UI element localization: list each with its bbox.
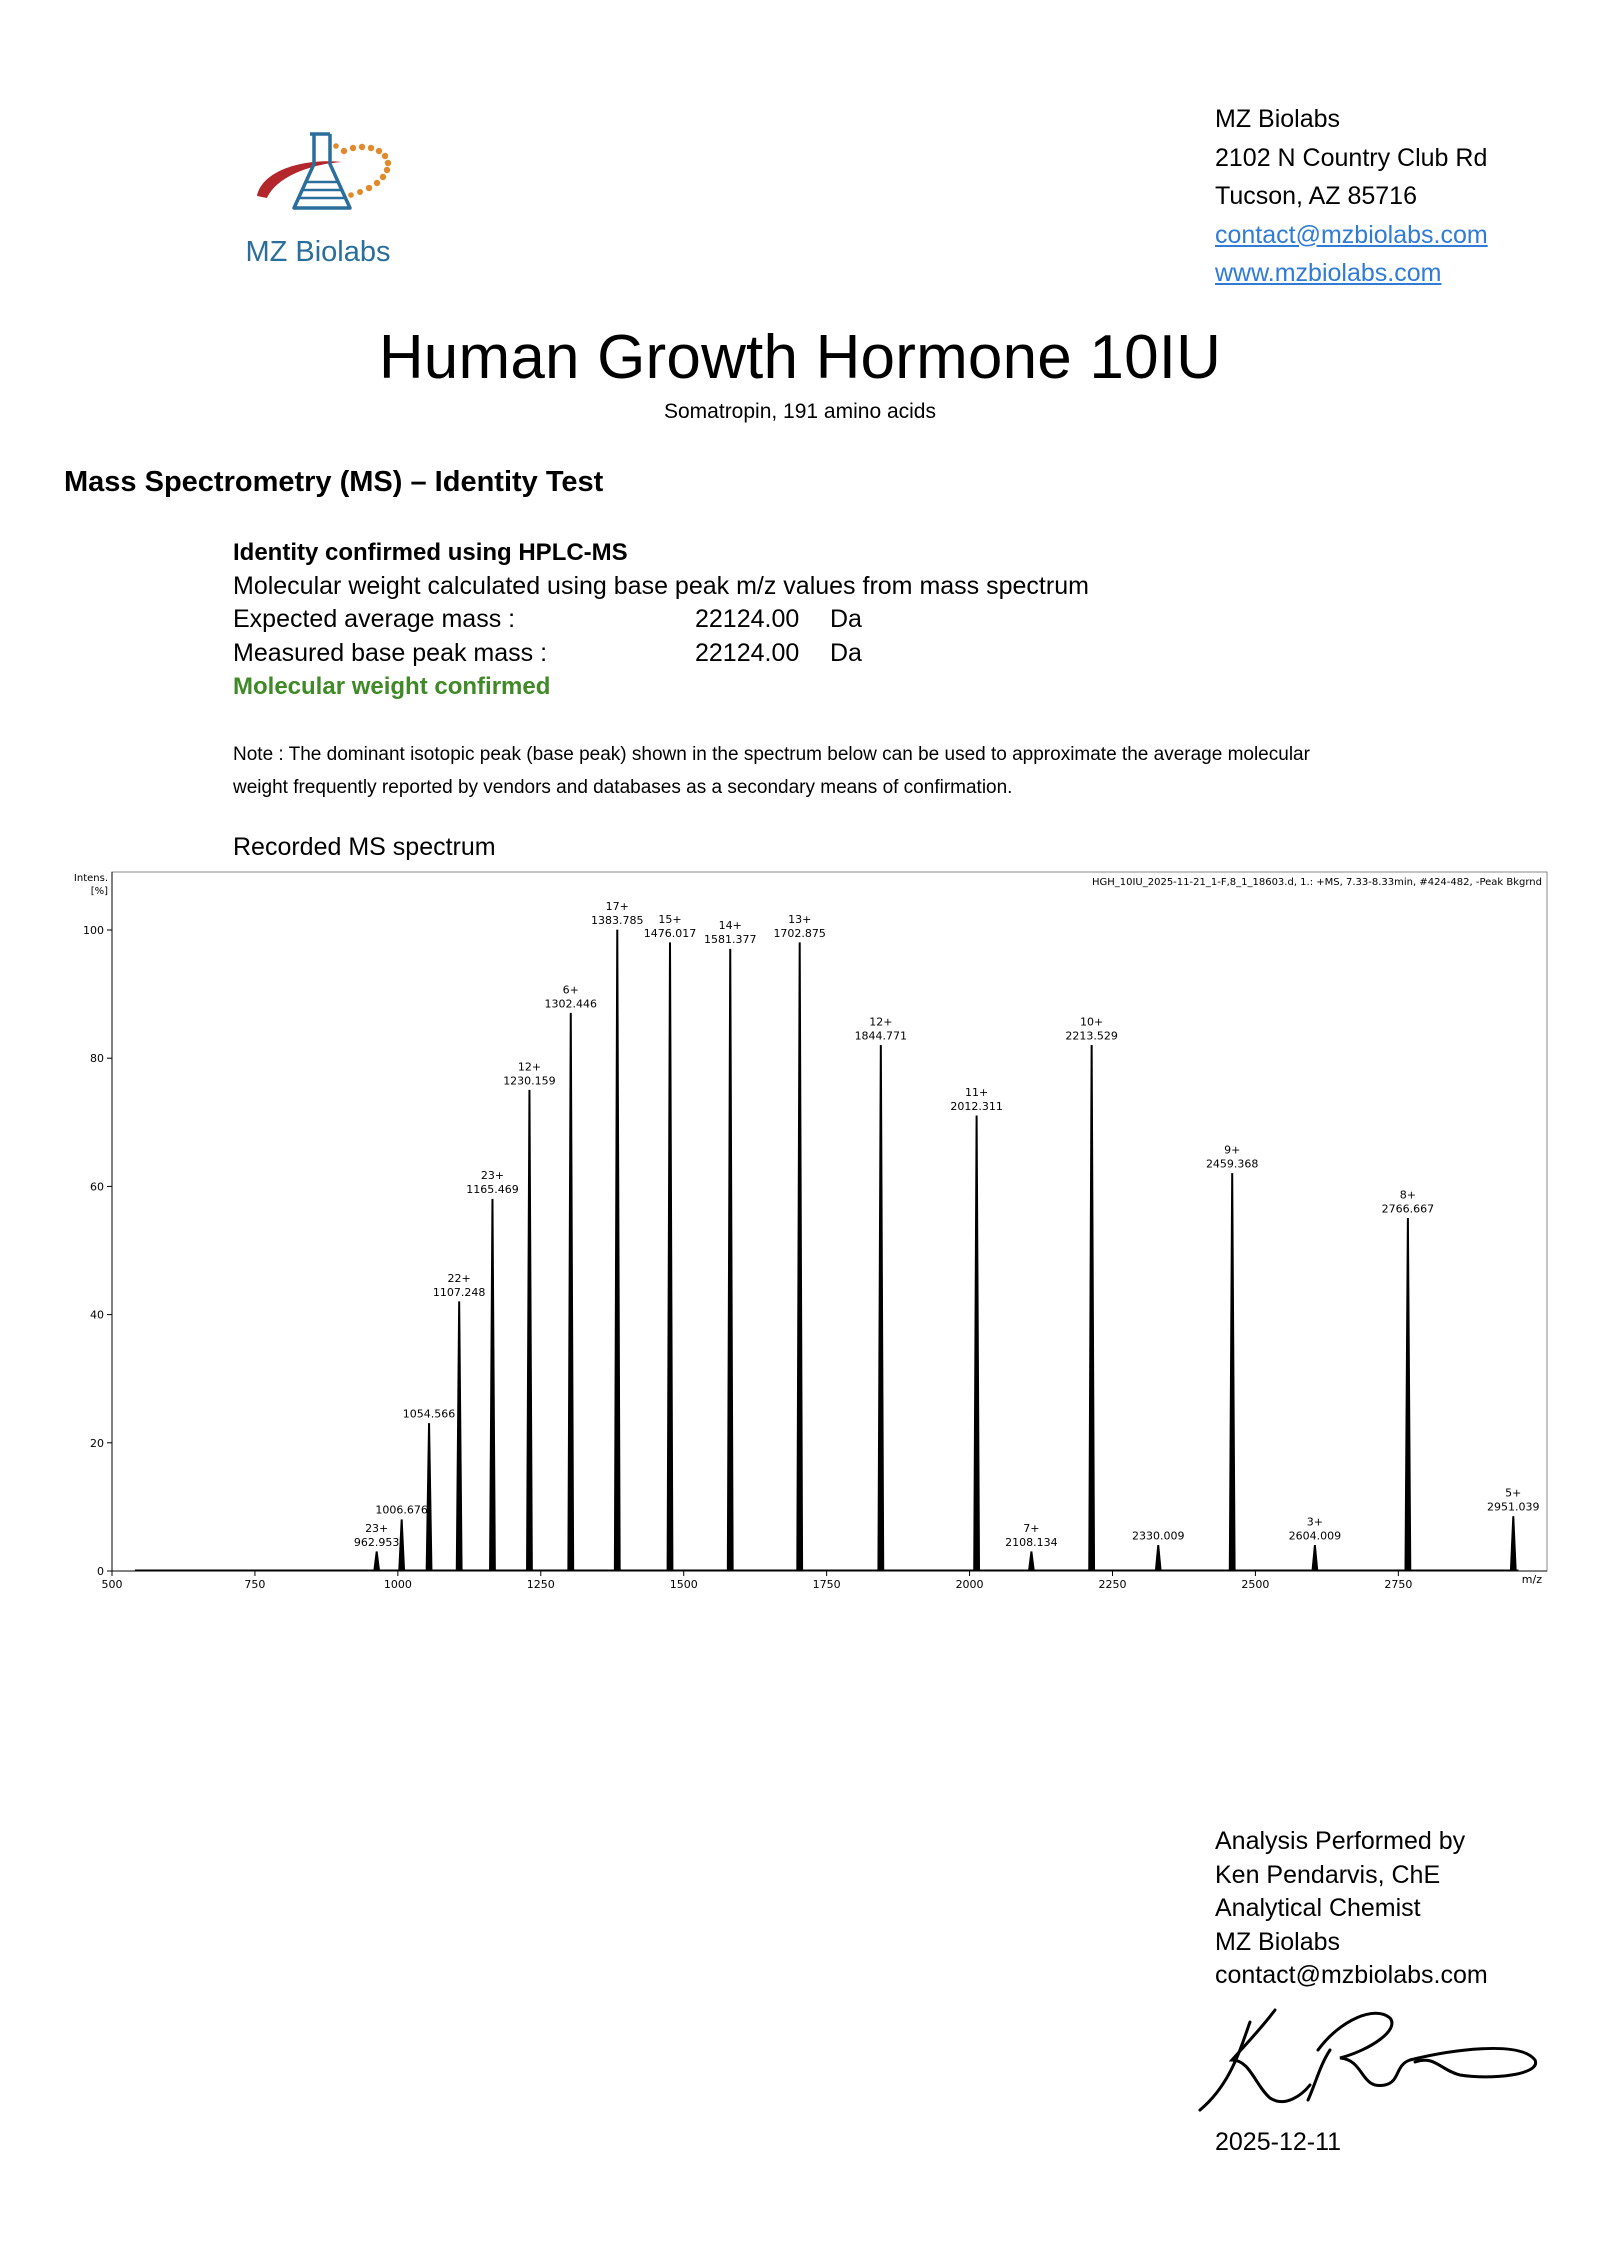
peak-charge-label: 12+ bbox=[517, 1060, 542, 1074]
x-tick-label: 1750 bbox=[812, 1578, 841, 1591]
peak-charge-label: 23+ bbox=[480, 1169, 505, 1183]
method-line: Identity confirmed using HPLC-MS bbox=[233, 539, 628, 566]
peak-line bbox=[797, 943, 803, 1571]
analyst-role: Analytical Chemist bbox=[1215, 1894, 1421, 1922]
y-axis-label-line2: [%] bbox=[90, 886, 108, 897]
peak-charge-label: 13+ bbox=[788, 912, 812, 926]
peak-mz-label: 1844.771 bbox=[854, 1029, 908, 1043]
peak-line bbox=[426, 1424, 432, 1571]
peak-charge-label: 8+ bbox=[1399, 1188, 1416, 1202]
peak-mz-label: 1581.377 bbox=[703, 933, 757, 947]
peak-charge-label: 5+ bbox=[1505, 1486, 1522, 1500]
peak-charge-label: 12+ bbox=[869, 1015, 893, 1029]
peak-mz-label: 1702.875 bbox=[773, 926, 826, 940]
y-tick-label: 0 bbox=[97, 1565, 104, 1578]
peak-line bbox=[1028, 1552, 1034, 1571]
plot-frame bbox=[112, 872, 1547, 1571]
peak-mz-label: 1054.566 bbox=[402, 1407, 456, 1421]
expected-mass-label: Expected average mass : bbox=[233, 605, 516, 633]
x-tick-label: 2000 bbox=[955, 1578, 984, 1591]
ms-spectrum-svg bbox=[60, 860, 1542, 1600]
peak-mz-label: 2012.311 bbox=[950, 1099, 1003, 1113]
lab-email-link[interactable]: contact@mzbiolabs.com bbox=[1215, 220, 1488, 249]
peak-mz-label: 2330.009 bbox=[1131, 1529, 1185, 1543]
peak-mz-label: 2459.368 bbox=[1205, 1157, 1259, 1171]
signature-image bbox=[1190, 1990, 1560, 2120]
description-line: Molecular weight calculated using base peak m/z values from mass spectrum bbox=[233, 571, 1089, 600]
peak-mz-label: 2951.039 bbox=[1487, 1500, 1540, 1514]
peak-mz-label: 2108.134 bbox=[1005, 1535, 1058, 1549]
peak-charge-label: 7+ bbox=[1023, 1521, 1040, 1535]
peak-charge-label: 23+ bbox=[365, 1521, 389, 1535]
peak-line bbox=[1089, 1045, 1095, 1571]
peak-charge-label: 9+ bbox=[1224, 1143, 1241, 1157]
peak-mz-label: 2604.009 bbox=[1288, 1529, 1342, 1543]
conclusion-text: Molecular weight confirmed bbox=[233, 673, 551, 700]
x-axis-label: m/z bbox=[1521, 1573, 1542, 1586]
y-tick-label: 80 bbox=[90, 1052, 104, 1066]
x-tick-label: 2750 bbox=[1384, 1578, 1413, 1591]
peak-mz-label: 2766.667 bbox=[1381, 1202, 1435, 1216]
peak-line bbox=[878, 1045, 884, 1571]
flask-logo-icon bbox=[232, 126, 412, 236]
expected-mass-row bbox=[233, 603, 1089, 637]
peak-mz-label: 1302.446 bbox=[544, 997, 598, 1011]
peak-charge-label: 22+ bbox=[447, 1271, 471, 1285]
peak-mz-label: 1230.159 bbox=[503, 1074, 556, 1088]
peak-mz-label: 2213.529 bbox=[1065, 1029, 1118, 1043]
peak-line bbox=[489, 1199, 495, 1571]
spectrum-caption: Recorded MS spectrum bbox=[233, 833, 496, 861]
peak-mz-label: 1476.017 bbox=[643, 926, 697, 940]
peak-line bbox=[727, 949, 733, 1571]
analyst-block bbox=[1215, 1825, 1488, 1993]
lab-website-link[interactable]: www.mzbiolabs.com bbox=[1215, 259, 1442, 287]
company-logo bbox=[232, 126, 412, 276]
peak-line bbox=[1312, 1545, 1318, 1571]
peak-charge-label: 10+ bbox=[1080, 1015, 1104, 1029]
signature-date: 2025-12-11 bbox=[1215, 2128, 1342, 2156]
x-tick-label: 500 bbox=[101, 1578, 123, 1591]
x-tick-label: 750 bbox=[244, 1578, 266, 1591]
peak-charge-label: 6+ bbox=[562, 983, 579, 997]
expected-mass-unit: Da bbox=[830, 605, 862, 633]
chart-axes bbox=[83, 872, 1547, 1591]
measured-mass-unit: Da bbox=[830, 638, 862, 667]
analyst-email: contact@mzbiolabs.com bbox=[1215, 1961, 1488, 1989]
y-tick-label: 100 bbox=[83, 924, 104, 937]
x-tick-label: 2250 bbox=[1098, 1578, 1127, 1591]
logo-text: MZ Biolabs bbox=[245, 236, 391, 268]
peak-line bbox=[374, 1552, 380, 1571]
peak-charge-label: 14+ bbox=[718, 919, 742, 933]
y-tick-label: 60 bbox=[90, 1180, 104, 1194]
analyst-name: Ken Pendarvis, ChE bbox=[1215, 1860, 1441, 1889]
peak-charge-label: 11+ bbox=[964, 1085, 989, 1099]
peak-line bbox=[974, 1116, 980, 1571]
peak-line bbox=[526, 1090, 532, 1571]
lab-name: MZ Biolabs bbox=[1215, 105, 1341, 133]
y-tick-label: 20 bbox=[90, 1436, 104, 1450]
peak-line bbox=[399, 1520, 405, 1571]
results-block bbox=[233, 536, 1089, 704]
chart-title: HGH_10IU_2025-11-21_1-F,8_1_18603.d, 1.: +MS, 7.33-8.33min, #424-482, -Peak Bkgrnd bbox=[1091, 877, 1542, 888]
analyst-org: MZ Biolabs bbox=[1215, 1927, 1341, 1956]
ms-spectrum-chart bbox=[60, 860, 1542, 1600]
measured-mass-label: Measured base peak mass : bbox=[233, 638, 548, 667]
peak-mz-label: 962.953 bbox=[353, 1535, 400, 1549]
x-tick-label: 1250 bbox=[526, 1578, 555, 1591]
note-text: Note : The dominant isotopic peak (base peak) shown in the spectrum below can be used to approximate the average molecular weight frequently reported by vendors and databases as a secondary means of confirmation. bbox=[233, 744, 1310, 798]
peak-mz-label: 1006.676 bbox=[375, 1503, 428, 1517]
peak-charge-label: 17+ bbox=[605, 900, 629, 913]
section-heading: Mass Spectrometry (MS) – Identity Test bbox=[64, 466, 604, 498]
measured-mass-row bbox=[233, 637, 1089, 671]
peak-line bbox=[667, 943, 673, 1571]
analyst-heading: Analysis Performed by bbox=[1215, 1827, 1466, 1855]
peak-mz-label: 1165.469 bbox=[466, 1183, 519, 1197]
lab-street: 2102 N Country Club Rd bbox=[1215, 143, 1488, 172]
lab-city: Tucson, AZ 85716 bbox=[1215, 182, 1417, 210]
peak-mz-label: 1383.785 bbox=[591, 914, 644, 927]
expected-mass-value: 22124.00 bbox=[695, 605, 800, 633]
peak-line bbox=[1155, 1545, 1161, 1571]
y-tick-label: 40 bbox=[90, 1308, 104, 1322]
peak-charge-label: 15+ bbox=[658, 912, 682, 926]
measured-mass-value: 22124.00 bbox=[695, 638, 800, 667]
peak-line bbox=[614, 930, 620, 1571]
peak-line bbox=[456, 1302, 462, 1571]
x-tick-label: 2500 bbox=[1241, 1578, 1270, 1591]
x-tick-label: 1000 bbox=[383, 1578, 412, 1591]
peak-line bbox=[1405, 1218, 1411, 1571]
peak-mz-label: 1107.248 bbox=[432, 1285, 486, 1299]
lab-address bbox=[1215, 100, 1488, 293]
report-subtitle: Somatropin, 191 amino acids bbox=[664, 400, 936, 423]
peak-line bbox=[1510, 1517, 1516, 1571]
spectrum-trace bbox=[135, 930, 1522, 1571]
x-tick-label: 1500 bbox=[669, 1578, 698, 1591]
report-title: Human Growth Hormone 10IU bbox=[378, 323, 1222, 392]
peak-charge-label: 3+ bbox=[1306, 1515, 1323, 1529]
peak-line bbox=[568, 1013, 574, 1571]
y-axis-label-line1: Intens. bbox=[73, 873, 108, 884]
peak-line bbox=[1229, 1174, 1235, 1571]
